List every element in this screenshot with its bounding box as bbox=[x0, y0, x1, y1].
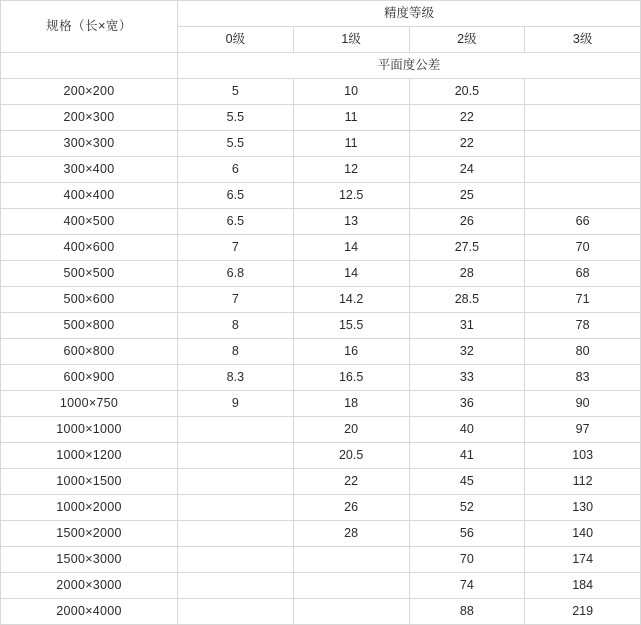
column-header-grade-3: 3级 bbox=[525, 27, 641, 53]
cell-grade-0: 5 bbox=[178, 79, 294, 105]
cell-grade-1: 16.5 bbox=[293, 365, 409, 391]
cell-grade-3: 174 bbox=[525, 547, 641, 573]
cell-grade-2: 28 bbox=[409, 261, 525, 287]
cell-grade-3: 90 bbox=[525, 391, 641, 417]
cell-grade-2: 56 bbox=[409, 521, 525, 547]
cell-grade-2: 22 bbox=[409, 105, 525, 131]
cell-grade-2: 88 bbox=[409, 599, 525, 625]
cell-grade-2: 74 bbox=[409, 573, 525, 599]
cell-grade-2: 70 bbox=[409, 547, 525, 573]
cell-grade-1: 14 bbox=[293, 235, 409, 261]
cell-grade-1: 14 bbox=[293, 261, 409, 287]
table-row bbox=[1, 339, 641, 365]
cell-grade-2: 52 bbox=[409, 495, 525, 521]
cell-grade-3 bbox=[525, 105, 641, 131]
cell-grade-1: 13 bbox=[293, 209, 409, 235]
cell-grade-0: 6.8 bbox=[178, 261, 294, 287]
cell-spec: 500×800 bbox=[1, 313, 178, 339]
column-header-spec: 规格（长×宽） bbox=[1, 1, 178, 53]
cell-spec: 200×200 bbox=[1, 79, 178, 105]
cell-grade-3: 130 bbox=[525, 495, 641, 521]
cell-spec: 2000×3000 bbox=[1, 573, 178, 599]
cell-grade-0 bbox=[178, 443, 294, 469]
table-row bbox=[1, 261, 641, 287]
cell-grade-0 bbox=[178, 599, 294, 625]
cell-grade-0: 8.3 bbox=[178, 365, 294, 391]
cell-spec: 1000×1500 bbox=[1, 469, 178, 495]
cell-spec: 400×500 bbox=[1, 209, 178, 235]
cell-grade-0: 7 bbox=[178, 287, 294, 313]
column-header-grade-1: 1级 bbox=[293, 27, 409, 53]
cell-grade-3: 71 bbox=[525, 287, 641, 313]
table-row bbox=[1, 131, 641, 157]
cell-spec: 1000×1200 bbox=[1, 443, 178, 469]
cell-grade-2: 40 bbox=[409, 417, 525, 443]
cell-grade-0 bbox=[178, 547, 294, 573]
table-row bbox=[1, 469, 641, 495]
table-row bbox=[1, 105, 641, 131]
table-row bbox=[1, 365, 641, 391]
cell-grade-2: 26 bbox=[409, 209, 525, 235]
cell-grade-1: 26 bbox=[293, 495, 409, 521]
cell-grade-1: 10 bbox=[293, 79, 409, 105]
cell-grade-3: 97 bbox=[525, 417, 641, 443]
cell-spec: 1500×3000 bbox=[1, 547, 178, 573]
cell-grade-2: 20.5 bbox=[409, 79, 525, 105]
cell-grade-0: 6.5 bbox=[178, 183, 294, 209]
cell-grade-3: 112 bbox=[525, 469, 641, 495]
table-row bbox=[1, 599, 641, 625]
cell-spec: 600×800 bbox=[1, 339, 178, 365]
cell-spec: 1000×1000 bbox=[1, 417, 178, 443]
cell-grade-3 bbox=[525, 183, 641, 209]
cell-grade-2: 31 bbox=[409, 313, 525, 339]
cell-grade-3: 70 bbox=[525, 235, 641, 261]
cell-grade-2: 36 bbox=[409, 391, 525, 417]
cell-grade-0 bbox=[178, 573, 294, 599]
cell-grade-3 bbox=[525, 79, 641, 105]
cell-grade-3: 219 bbox=[525, 599, 641, 625]
cell-grade-1: 18 bbox=[293, 391, 409, 417]
table-row bbox=[1, 183, 641, 209]
column-header-grade-2: 2级 bbox=[409, 27, 525, 53]
cell-grade-1: 22 bbox=[293, 469, 409, 495]
cell-spec: 300×300 bbox=[1, 131, 178, 157]
cell-spec: 1500×2000 bbox=[1, 521, 178, 547]
row-header-flatness-tolerance: 平面度公差 bbox=[178, 53, 641, 79]
cell-grade-0: 8 bbox=[178, 339, 294, 365]
table-row bbox=[1, 287, 641, 313]
cell-spec: 600×900 bbox=[1, 365, 178, 391]
table-row bbox=[1, 157, 641, 183]
cell-spec: 1000×2000 bbox=[1, 495, 178, 521]
cell-grade-0: 6 bbox=[178, 157, 294, 183]
cell-spec: 200×300 bbox=[1, 105, 178, 131]
cell-grade-2: 32 bbox=[409, 339, 525, 365]
table-row bbox=[1, 313, 641, 339]
table-header-row-tolerance bbox=[1, 53, 641, 79]
cell-grade-1: 20.5 bbox=[293, 443, 409, 469]
cell-grade-1: 20 bbox=[293, 417, 409, 443]
table-row bbox=[1, 521, 641, 547]
cell-grade-1: 28 bbox=[293, 521, 409, 547]
cell-grade-2: 22 bbox=[409, 131, 525, 157]
column-header-grade-0: 0级 bbox=[178, 27, 294, 53]
cell-grade-1 bbox=[293, 573, 409, 599]
table-header-row-group bbox=[1, 1, 641, 27]
cell-grade-0: 8 bbox=[178, 313, 294, 339]
cell-grade-3: 80 bbox=[525, 339, 641, 365]
cell-grade-1: 15.5 bbox=[293, 313, 409, 339]
cell-grade-0: 5.5 bbox=[178, 131, 294, 157]
column-group-header-precision-grade: 精度等级 bbox=[178, 1, 641, 27]
cell-grade-3 bbox=[525, 131, 641, 157]
cell-grade-2: 41 bbox=[409, 443, 525, 469]
cell-grade-0 bbox=[178, 417, 294, 443]
cell-spec: 1000×750 bbox=[1, 391, 178, 417]
cell-spec: 400×600 bbox=[1, 235, 178, 261]
cell-grade-0 bbox=[178, 521, 294, 547]
table-row bbox=[1, 417, 641, 443]
cell-grade-2: 33 bbox=[409, 365, 525, 391]
table-row bbox=[1, 391, 641, 417]
cell-grade-1: 12.5 bbox=[293, 183, 409, 209]
cell-grade-1: 11 bbox=[293, 131, 409, 157]
cell-grade-1: 16 bbox=[293, 339, 409, 365]
spec-header-spacer bbox=[1, 53, 178, 79]
table-row bbox=[1, 495, 641, 521]
cell-grade-2: 25 bbox=[409, 183, 525, 209]
cell-grade-1 bbox=[293, 599, 409, 625]
cell-grade-1: 11 bbox=[293, 105, 409, 131]
cell-spec: 500×600 bbox=[1, 287, 178, 313]
cell-grade-0 bbox=[178, 495, 294, 521]
cell-grade-3: 103 bbox=[525, 443, 641, 469]
cell-spec: 2000×4000 bbox=[1, 599, 178, 625]
cell-grade-2: 45 bbox=[409, 469, 525, 495]
cell-grade-1: 12 bbox=[293, 157, 409, 183]
cell-grade-3 bbox=[525, 157, 641, 183]
cell-grade-2: 24 bbox=[409, 157, 525, 183]
table-row bbox=[1, 547, 641, 573]
cell-spec: 300×400 bbox=[1, 157, 178, 183]
cell-grade-0 bbox=[178, 469, 294, 495]
cell-grade-0: 6.5 bbox=[178, 209, 294, 235]
cell-grade-3: 140 bbox=[525, 521, 641, 547]
table-row bbox=[1, 573, 641, 599]
cell-grade-0: 9 bbox=[178, 391, 294, 417]
cell-grade-2: 28.5 bbox=[409, 287, 525, 313]
cell-grade-3: 78 bbox=[525, 313, 641, 339]
table-row bbox=[1, 443, 641, 469]
table-row bbox=[1, 235, 641, 261]
cell-grade-0: 7 bbox=[178, 235, 294, 261]
table-row bbox=[1, 209, 641, 235]
cell-grade-3: 184 bbox=[525, 573, 641, 599]
cell-grade-3: 83 bbox=[525, 365, 641, 391]
cell-grade-1: 14.2 bbox=[293, 287, 409, 313]
cell-spec: 500×500 bbox=[1, 261, 178, 287]
cell-grade-3: 66 bbox=[525, 209, 641, 235]
cell-grade-3: 68 bbox=[525, 261, 641, 287]
cell-grade-1 bbox=[293, 547, 409, 573]
table-row bbox=[1, 79, 641, 105]
cell-grade-2: 27.5 bbox=[409, 235, 525, 261]
cell-spec: 400×400 bbox=[1, 183, 178, 209]
cell-grade-0: 5.5 bbox=[178, 105, 294, 131]
